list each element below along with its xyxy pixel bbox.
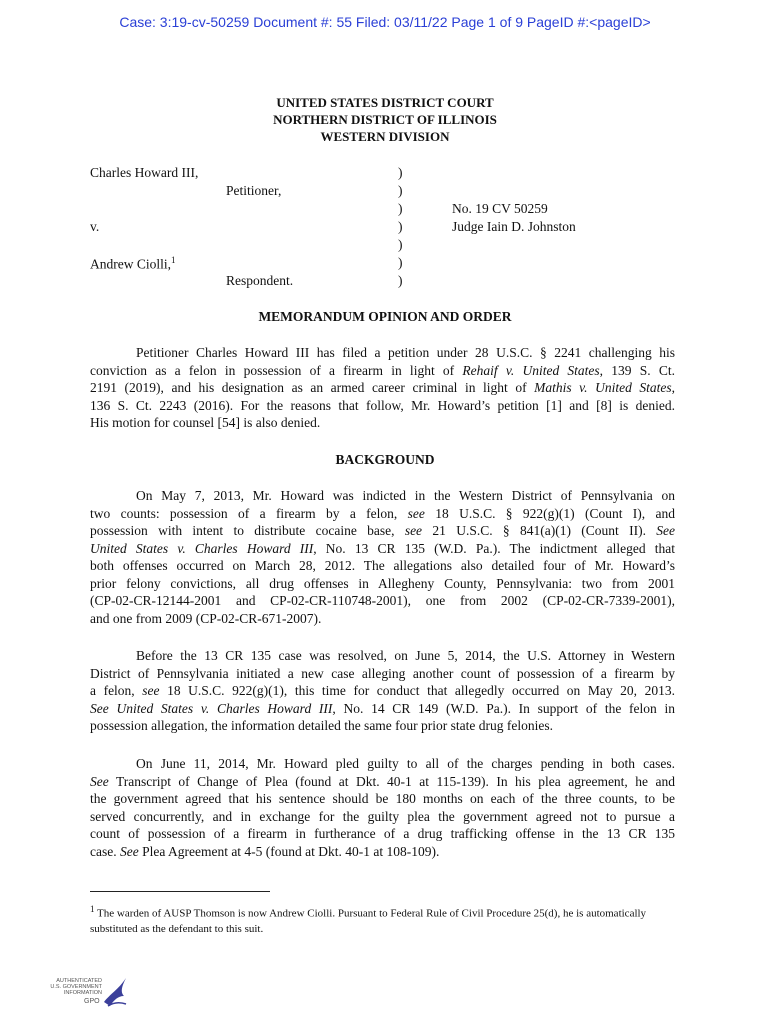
- text-line: conviction as a felon in possession of a firearm in light of Rehaif v. United States, 139 S. Ct.: [90, 362, 675, 378]
- background-paragraph-3: [90, 755, 675, 860]
- caption-paren: ): [398, 237, 403, 252]
- text-line: possession allegation, the information detailed the same four prior state drug felonies.: [90, 718, 554, 733]
- text-line: case. See Plea Agreement at 4-5 (found at Dkt. 40-1 at 108-109).: [90, 843, 440, 859]
- background-heading: BACKGROUND: [335, 452, 435, 467]
- text-line: the government agreed that his sentence should be 180 months on each of the three counts, to be: [90, 791, 675, 806]
- text-line: 2191 (2019), and his designation as an armed career criminal in light of Mathis v. United States,: [90, 380, 675, 395]
- respondent-name: Andrew Ciolli,: [90, 256, 171, 272]
- caption-paren: ): [398, 255, 403, 270]
- caption-paren: ): [398, 183, 403, 198]
- background-paragraph-1: [90, 487, 675, 627]
- court-heading: [0, 94, 770, 145]
- text-line: both offenses occurred on March 28, 2012. The allegations also detailed four of Mr. Howard’s: [90, 558, 675, 573]
- text-line: 136 S. Ct. 2243 (2016). For the reasons that follow, Mr. Howard’s petition [1] and [8] is denied.: [90, 397, 675, 413]
- respondent-name-line: [90, 255, 176, 273]
- gpo-seal-text: AUTHENTICATED U.S. GOVERNMENT INFORMATION: [50, 978, 102, 996]
- footnote-text: The warden of AUSP Thomson is now Andrew Ciolli. Pursuant to Federal Rule of Civil Procedure 25(d), he is automatically substituted as the defendant to this suit.: [90, 907, 647, 935]
- intro-paragraph: [90, 344, 675, 432]
- caption-paren: ): [398, 273, 403, 288]
- footnote-divider: [90, 891, 270, 892]
- caption-paren: ): [398, 201, 403, 216]
- caption-paren: ): [398, 219, 403, 234]
- text-line: and one from 2009 (CP-02-CR-671-2007).: [90, 610, 322, 626]
- caption-paren: ): [398, 165, 403, 180]
- text-line: possession with intent to distribute cocaine base, see 21 U.S.C. § 841(a)(1) (Count II). See: [90, 523, 675, 538]
- text-line: a felon, see 18 U.S.C. 922(g)(1), this time for conduct that allegedly occurred on May 20, 2013.: [90, 683, 675, 698]
- text-line: (CP-02-CR-12144-2001 and CP-02-CR-110748-2001), one from 2002 (CP-02-CR-7339-2001),: [90, 593, 675, 608]
- text-line: Before the 13 CR 135 case was resolved, on June 5, 2014, the U.S. Attorney in Western: [136, 648, 675, 663]
- respondent-role: Respondent.: [226, 273, 294, 288]
- case-caption: [90, 165, 710, 291]
- judge-name: Judge Iain D. Johnston: [452, 219, 576, 234]
- text-line: On June 11, 2014, Mr. Howard pled guilty to all of the charges pending in both cases.: [136, 756, 675, 771]
- gpo-label: GPO: [84, 998, 100, 1005]
- court-line-2: NORTHERN DISTRICT OF ILLINOIS: [273, 112, 497, 127]
- background-paragraph-2: [90, 647, 675, 735]
- text-line: prior felony convictions, all drug offenses in Allegheny County, Pennsylvania: two from 2001: [90, 575, 675, 591]
- text-line: District of Pennsylvania initiated a new case alleging another count of possession of a firearm by: [90, 665, 675, 681]
- petitioner-role: Petitioner,: [226, 183, 282, 198]
- petitioner-name: Charles Howard III,: [90, 165, 199, 180]
- text-line: two counts: possession of a firearm by a felon, see 18 U.S.C. § 922(g)(1) (Count I), and: [90, 505, 675, 521]
- gpo-authentication-seal: [44, 972, 134, 1012]
- text-line: United States v. Charles Howard III, No. 13 CR 135 (W.D. Pa.). The indictment alleged that: [90, 540, 675, 556]
- gpo-eagle-icon: [100, 972, 130, 1012]
- text-line: See Transcript of Change of Plea (found at Dkt. 40-1 at 115-139). In his plea agreement, he and: [90, 773, 675, 789]
- document-title: MEMORANDUM OPINION AND ORDER: [258, 309, 512, 324]
- footnote: [90, 902, 675, 937]
- case-header-stamp: Case: 3:19-cv-50259 Document #: 55 Filed: 03/11/22 Page 1 of 9 PageID #:<pageID>: [119, 14, 651, 30]
- text-line: See United States v. Charles Howard III, No. 14 CR 149 (W.D. Pa.). In support of the felon in: [90, 700, 675, 716]
- text-line: His motion for counsel [54] is also denied.: [90, 415, 321, 430]
- court-line-1: UNITED STATES DISTRICT COURT: [276, 95, 494, 110]
- text-line: count of possession of a firearm in furtherance of a drug trafficking offense in the 13 CR 135: [90, 826, 675, 841]
- text-line: On May 7, 2013, Mr. Howard was indicted in the Western District of Pennsylvania on: [136, 488, 675, 503]
- versus: v.: [90, 219, 100, 234]
- text-line: served concurrently, and in exchange for the guilty plea the government agreed not to pursue a: [90, 808, 675, 824]
- text-line: Petitioner Charles Howard III has filed a petition under 28 U.S.C. § 2241 challenging his: [136, 345, 675, 360]
- court-line-3: WESTERN DIVISION: [320, 129, 450, 144]
- case-number: No. 19 CV 50259: [452, 201, 548, 216]
- footnote-ref: 1: [171, 255, 176, 265]
- footnote-marker: 1: [90, 904, 95, 914]
